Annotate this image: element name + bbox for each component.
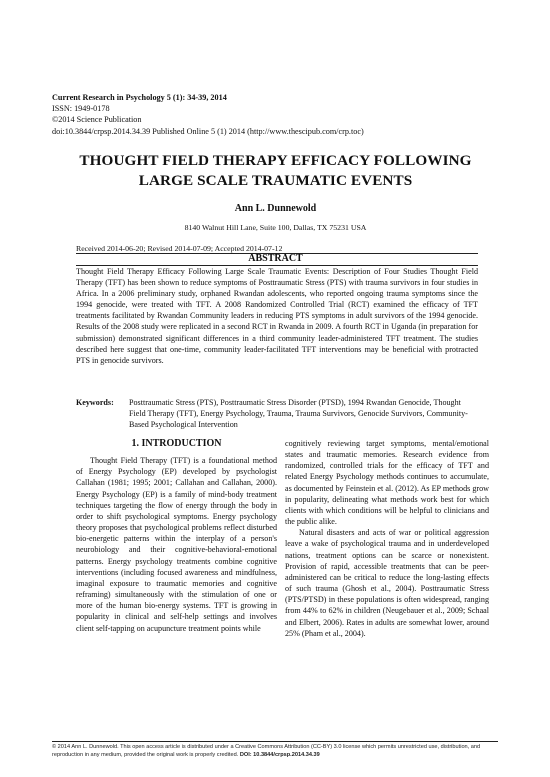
intro-paragraph-1-continued: cognitively reviewing target symptoms, mental/emotional states and traumatic memories. Research evidence from randomized, controlled trials for the efficacy of TFT and related Energy Psychology methods continues to accumulate, as documented by Feinstein et al. (2012). As EP methods grow in popularity, delineating what methods work best for which clients with which conditions will be helpful to clinicians and the public alike. [285,439,489,527]
license-footer [52,743,498,759]
article-dates: Received 2014-06-20; Revised 2014-07-09; Accepted 2014-07-12 [76,244,283,253]
footer-divider [52,741,498,742]
title-line-2: LARGE SCALE TRAUMATIC EVENTS [138,172,413,189]
keywords-label: Keywords: [76,398,114,407]
keywords [76,397,478,430]
intro-paragraph-1: Thought Field Therapy (TFT) is a foundational method of Energy Psychology (EP) developed by psychologist Callahan (1981; 1995; 2001; Callahan and Callahan, 2000). Energy Psychology (EP) is a family of mind-body treatment techniques targeting the flow of energy through the body in order to shift psychological symptoms. Energy psychology theory proposes that psychological problems reflect disturbed bio-energetic patterns within the interplay of a person's neurobiology and their cognitive-behavioral-emotional patterns. Energy psychology treatments combine cognitive interventions (including focused awareness and mindfulness, imaginal exposure to traumatic memories and cognitive reframing) simultaneously with the stimulation of one or more of the human bio-energy systems. TFT is growing in popularity in clinical and self-help settings and involves client self-tapping on acupuncture treatment points while [76,456,277,633]
right-column [285,438,489,639]
journal-header [52,92,492,137]
title-line-1: THOUGHT FIELD THERAPY EFFICACY FOLLOWING [79,152,472,169]
copyright: ©2014 Science Publication [52,115,142,125]
license-text: © 2014 Ann L. Dunnewold. This open access article is distributed under a Creative Commons Attribution (CC-BY) 3.0 license which permits unrestricted use, distribution, and reproduction in any medium, provided the original work is properly credited. [52,744,481,758]
abstract-text: Thought Field Therapy Efficacy Following Large Scale Traumatic Events: Description of Four Studies Thought Field Therapy (TFT) has been shown to reduce symptoms of Posttraumatic Stress (PTS) with trauma survivors in four studies in Africa. In a 2006 preliminary study, orphaned Rwandan adolescents, who reported ongoing trauma symptoms since the 1994 genocide, were treated with TFT. A 2008 Randomized Controlled Trial (RCT) examined the efficacy of TFT treatments facilitated by Rwandan Community leaders in reducing PTS symptoms in adult survivors of the 1994 genocide. Results of the 2008 study were replicated in a second RCT in Rwanda in 2009. A fourth RCT in Uganda (in preparation for submission) demonstrated significant differences in a third community leader-administered TFT treatment. The studies described here suggest that one-time, community leader-facilitated TFT interventions may be beneficial with protracted PTS in genocide survivors. [76,267,478,365]
intro-paragraph-2: Natural disasters and acts of war or political aggression leave a wake of psychological trauma and in underdeveloped nations, treatment options can be scarce or nonexistent. Provision of rapid, accessible treatments that can be peer-administered can be critical to reduce the long-lasting effects of such trauma (Ghosh et al., 2004). Posttraumatic Stress (PTS/PTSD) in these populations is often widespread, ranging from 44% to 62% in children (Neugebauer et al., 2009; Schaal and Elbert, 2006). Rates in adults are somewhat lower, around 25% (Pham et al., 2004). [285,528,489,638]
abstract-heading: ABSTRACT [248,253,303,264]
left-column [76,438,277,634]
author-name: Ann L. Dunnewold [234,203,317,214]
issn: ISSN: 1949-0178 [52,104,110,114]
section-heading-introduction: 1. INTRODUCTION [131,438,222,449]
footer-doi: DOI: 10.3844/crpsp.2014.34.39 [239,752,320,758]
doi-line: doi:10.3844/crpsp.2014.34.39 Published Online 5 (1) 2014 (http://www.thescipub.com/crp.toc) [52,126,364,136]
author-affiliation: 8140 Walnut Hill Lane, Suite 100, Dallas, TX 75231 USA [184,223,367,232]
article-title [52,151,499,191]
journal-citation: Current Research in Psychology 5 (1): 34-39, 2014 [52,93,227,102]
keywords-text: Posttraumatic Stress (PTS), Posttraumatic Stress Disorder (PTSD), 1994 Rwandan Genocide, Thought Field Therapy (TFT), Energy Psychology, Trauma, Trauma Survivors, Genocide Survivors, Community-Based Psychological Intervention [129,398,468,430]
